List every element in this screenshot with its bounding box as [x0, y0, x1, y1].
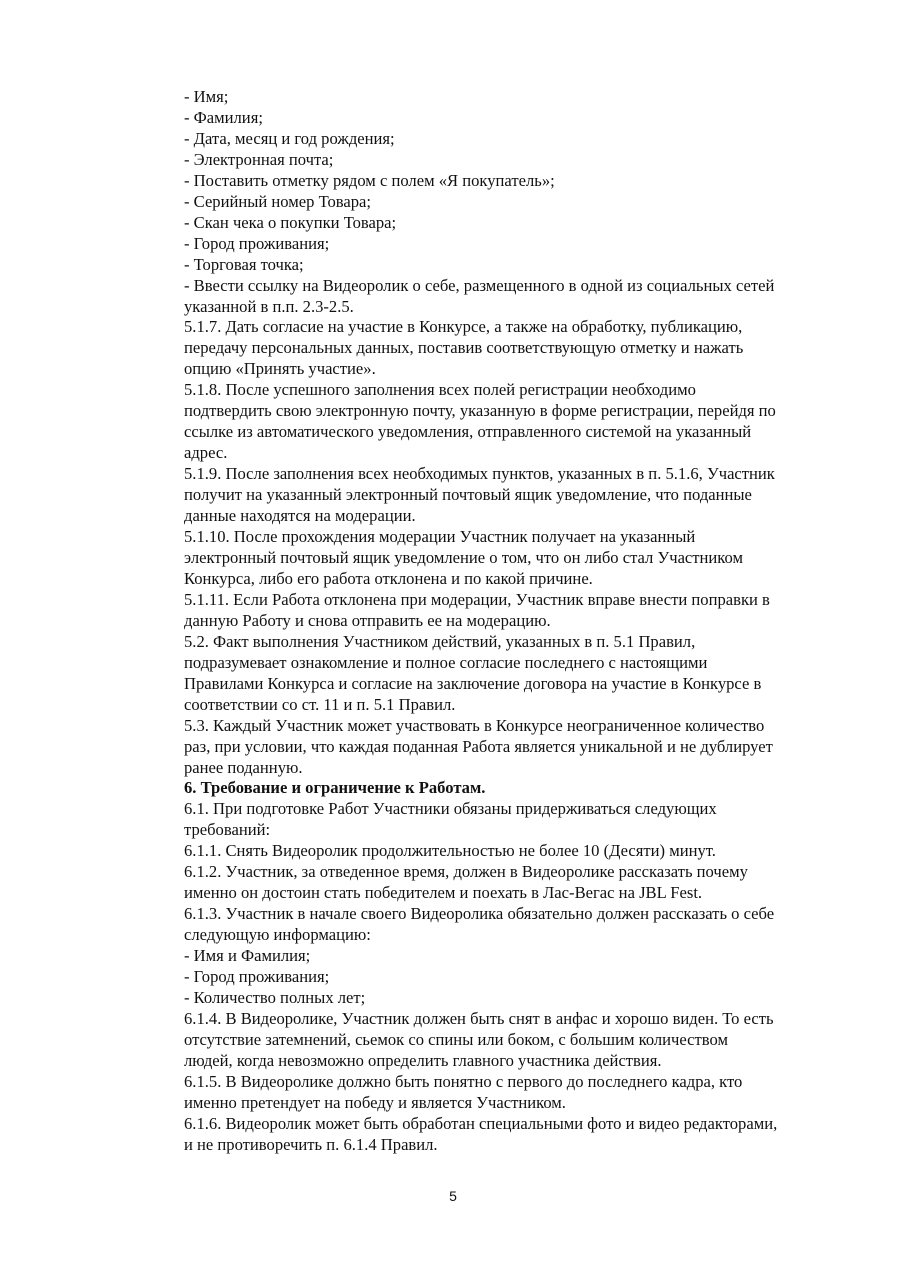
page-number: 5: [449, 1188, 457, 1204]
text-line: подразумевает ознакомление и полное согласие последнего с настоящими: [184, 652, 708, 672]
text-line: - Поставить отметку рядом с полем «Я покупатель»;: [184, 170, 555, 190]
text-line: именно он достоин стать победителем и поехать в Лас-Вегас на JBL Fest.: [184, 883, 703, 903]
text-line: получит на указанный электронный почтовый ящик уведомление, что поданные: [184, 485, 752, 505]
text-line: адрес.: [184, 443, 228, 463]
text-line: указанной в п.п. 2.3-2.5.: [184, 296, 354, 316]
text-line: - Имя;: [184, 87, 229, 106]
text-line: - Имя и Фамилия;: [184, 946, 311, 966]
text-line: Правилами Конкурса и согласие на заключение договора на участие в Конкурсе в: [184, 673, 762, 693]
text-line: 6.1.1. Снять Видеоролик продолжительностью не более 10 (Десяти) минут.: [184, 841, 716, 861]
document-body: [184, 87, 844, 1156]
text-line: электронный почтовый ящик уведомление о том, что он либо стал Участником: [184, 547, 744, 567]
text-line: - Электронная почта;: [184, 149, 334, 169]
text-line: 6.1.2. Участник, за отведенное время, должен в Видеоролике рассказать почему: [184, 862, 748, 882]
text-line: 5.1.11. Если Работа отклонена при модерации, Участник вправе внести поправки в: [184, 589, 770, 609]
text-line: 5.2. Факт выполнения Участником действий, указанных в п. 5.1 Правил,: [184, 631, 696, 651]
text-line: - Город проживания;: [184, 233, 330, 253]
text-line: соответствии со ст. 11 и п. 5.1 Правил.: [184, 694, 456, 714]
text-line: людей, когда невозможно определить главного участника действия.: [184, 1050, 662, 1070]
text-line: 5.3. Каждый Участник может участвовать в Конкурсе неограниченное количество: [184, 715, 765, 735]
text-line: 6.1.5. В Видеоролике должно быть понятно с первого до последнего кадра, кто: [184, 1071, 743, 1091]
text-line: - Город проживания;: [184, 967, 330, 987]
text-line: Конкурса, либо его работа отклонена и по какой причине.: [184, 568, 593, 588]
text-line: требований:: [184, 820, 271, 840]
text-line: ранее поданную.: [184, 757, 303, 777]
text-line: - Ввести ссылку на Видеоролик о себе, размещенного в одной из социальных сетей: [184, 275, 775, 295]
text-line: раз, при условии, что каждая поданная Работа является уникальной и не дублирует: [184, 736, 773, 756]
text-line: 6.1.6. Видеоролик может быть обработан специальными фото и видео редакторами,: [184, 1113, 778, 1133]
text-line: данные находятся на модерации.: [184, 506, 416, 526]
text-line: 5.1.9. После заполнения всех необходимых пунктов, указанных в п. 5.1.6, Участник: [184, 464, 775, 484]
text-line: опцию «Принять участие».: [184, 359, 376, 379]
text-line: 6.1.4. В Видеоролике, Участник должен быть снят в анфас и хорошо виден. То есть: [184, 1008, 774, 1028]
text-line: ссылке из автоматического уведомления, отправленного системой на указанный: [184, 422, 752, 442]
text-line: 6.1. При подготовке Работ Участники обязаны придерживаться следующих: [184, 799, 717, 819]
text-line: и не противоречить п. 6.1.4 Правил.: [184, 1134, 438, 1154]
text-line: следующую информацию:: [184, 925, 371, 945]
text-line: подтвердить свою электронную почту, указанную в форме регистрации, перейдя по: [184, 401, 776, 421]
section-heading: 6. Требование и ограничение к Работам.: [184, 778, 486, 798]
text-line: 5.1.7. Дать согласие на участие в Конкурсе, а также на обработку, публикацию,: [184, 317, 743, 337]
text-line: передачу персональных данных, поставив соответствующую отметку и нажать: [184, 338, 744, 358]
text-line: - Торговая точка;: [184, 254, 304, 274]
text-line: данную Работу и снова отправить ее на модерацию.: [184, 610, 551, 630]
text-line: отсутствие затемнений, сьемок со спины или боком, с большим количеством: [184, 1029, 729, 1049]
text-line: - Дата, месяц и год рождения;: [184, 128, 395, 148]
text-line: - Количество полных лет;: [184, 987, 366, 1007]
text-line: именно претендует на победу и является Участником.: [184, 1092, 566, 1112]
text-line: 5.1.10. После прохождения модерации Участник получает на указанный: [184, 527, 696, 547]
text-line: - Скан чека о покупки Товара;: [184, 212, 397, 232]
text-line: 6.1.3. Участник в начале своего Видеоролика обязательно должен рассказать о себе: [184, 904, 775, 924]
text-line: - Серийный номер Товара;: [184, 191, 372, 211]
text-line: - Фамилия;: [184, 107, 263, 127]
text-line: 5.1.8. После успешного заполнения всех полей регистрации необходимо: [184, 380, 696, 400]
